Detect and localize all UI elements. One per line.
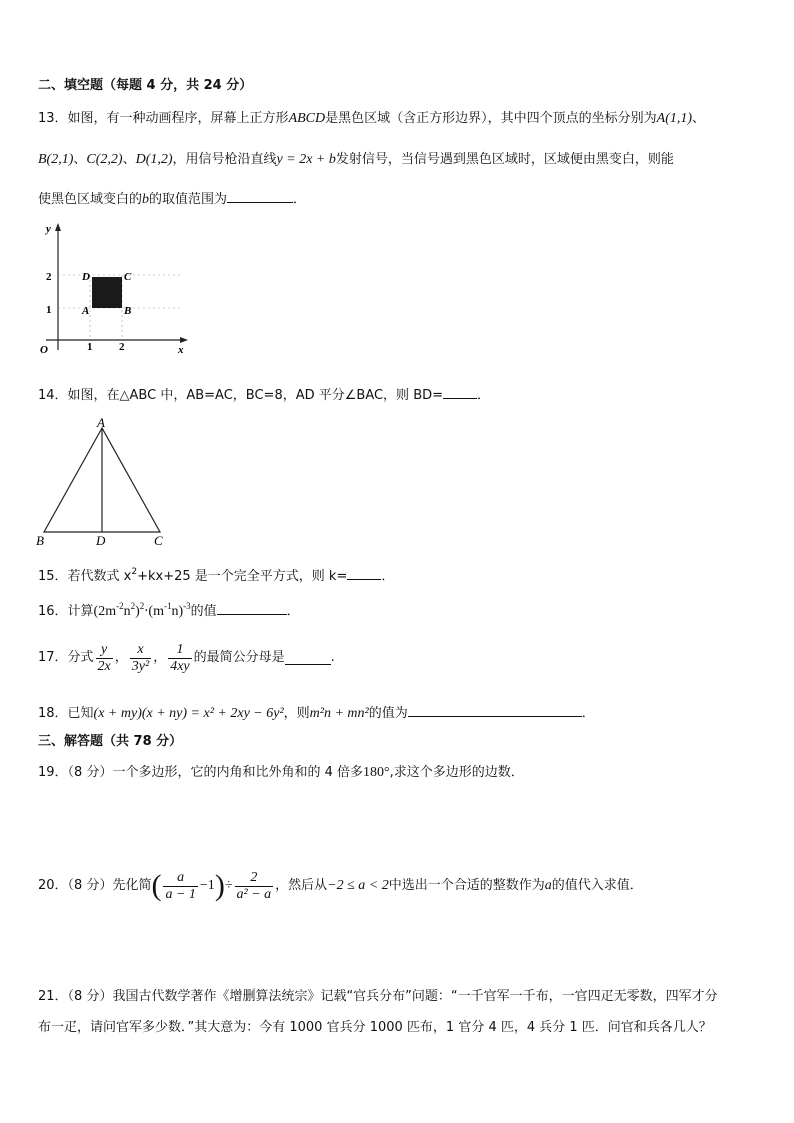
q16-exp1: -2 xyxy=(116,601,124,611)
q13-line2 xyxy=(38,152,674,168)
point-label-d: D xyxy=(96,533,106,548)
q13-point-d: D(1,2) xyxy=(135,152,173,167)
q13-text-b: 是黑色区域（含正方形边界），其中四个顶点的坐标分别为 xyxy=(325,111,657,126)
q16-expr2: n xyxy=(123,604,131,619)
q20-f1-numerator: a xyxy=(177,869,185,885)
q17-f3-denominator: 4xy xyxy=(170,658,190,674)
q20-text-b: ，然后从 xyxy=(275,878,328,893)
section-heading-fill-in: 二、填空题（每题 4 分，共 24 分） xyxy=(38,78,253,93)
vertex-label-c: C xyxy=(154,533,163,548)
q13-line1 xyxy=(38,111,705,127)
q13-text-a: 如图，有一种动画程序，屏幕上正方形 xyxy=(67,111,289,126)
y-axis-arrow xyxy=(55,223,61,231)
q18-text-b: ，则 xyxy=(283,706,310,721)
y-axis-label: y xyxy=(46,223,51,235)
x-axis-label: x xyxy=(178,344,184,356)
black-square-abcd xyxy=(92,277,122,308)
q14-triangle-figure xyxy=(30,414,180,550)
q17-f2-denominator: 3y² xyxy=(131,658,150,674)
q13-text-f: 的取值范围为 xyxy=(149,192,228,207)
origin-label: O xyxy=(40,344,48,356)
q13-end: ． xyxy=(293,192,307,207)
q15-exponent: 2 xyxy=(131,567,138,577)
q17-comma1: ， xyxy=(114,650,128,665)
xtick-2: 2 xyxy=(119,341,125,353)
q18-answer-blank xyxy=(408,704,582,717)
q16-expr1: (2m xyxy=(93,604,117,619)
q20-text-a: 20．（8 分）先化简 xyxy=(38,878,152,893)
q17-f1-numerator: y xyxy=(101,641,108,657)
q13-number: 13． xyxy=(38,111,68,126)
q13-sep3: 、 xyxy=(122,152,136,167)
q17-text-a: 17．分式 xyxy=(38,650,94,665)
q18-end: ． xyxy=(581,706,595,721)
q17-fraction-1 xyxy=(96,642,113,675)
q20-f2-denominator: a² − a xyxy=(236,886,272,902)
q16-line xyxy=(38,598,300,620)
q16-text-a: 16．计算 xyxy=(38,604,94,619)
q20-text-d: 的值代入求值． xyxy=(551,878,643,893)
q17-text-b: 的最简公分母是 xyxy=(193,650,285,665)
q20-var-a: a xyxy=(544,878,552,893)
q13-answer-blank xyxy=(227,190,293,203)
q20-fraction-1 xyxy=(163,870,197,903)
q21-line2: 布一疋，请问官军多少数．”其大意为：今有 1000 官兵分 1000 匹布，1 官分 4 匹，4 兵分 1 匹．问官和兵各几人？ xyxy=(38,1020,712,1035)
q13-text-c: ，用信号枪沿直线 xyxy=(172,152,277,167)
q18-equation: (x + my)(x + ny) = x² + 2xy − 6y² xyxy=(93,706,284,721)
q20-text-c: 中选出一个合适的整数作为 xyxy=(388,878,545,893)
q14-end: ． xyxy=(477,388,491,403)
q20-f1-denominator: a − 1 xyxy=(165,886,196,902)
q17-comma2: ， xyxy=(153,650,167,665)
q13-var-b: b xyxy=(142,192,150,207)
q14-line xyxy=(38,386,490,404)
q20-minus-one: −1 xyxy=(199,878,215,893)
point-label-c: C xyxy=(124,271,132,283)
q21-line1: 21．（8 分）我国古代数学著作《增删算法统宗》记载“官兵分布”问题：“一千官军一千布，一官四疋无零数，四军才分 xyxy=(38,989,718,1004)
q20-divide: ÷ xyxy=(224,878,233,893)
ytick-2: 2 xyxy=(46,271,52,283)
q13-sep1: 、 xyxy=(692,111,706,126)
point-label-b: B xyxy=(124,305,132,317)
q17-fraction-3 xyxy=(168,642,191,675)
q15-text-a: 15．若代数式 x xyxy=(38,569,132,584)
x-axis-arrow xyxy=(180,337,188,343)
q18-text-a: 18．已知 xyxy=(38,706,94,721)
q13-sep2: 、 xyxy=(73,152,87,167)
ytick-1: 1 xyxy=(46,304,52,316)
q17-line xyxy=(38,638,335,678)
vertex-label-a: A xyxy=(97,415,105,430)
q16-expr4: (m xyxy=(148,604,164,619)
q15-answer-blank xyxy=(347,567,381,580)
q20-line xyxy=(38,864,643,908)
q13-point-a: A(1,1) xyxy=(656,111,693,126)
q16-expr3: ) xyxy=(135,604,140,619)
point-label-d: D xyxy=(82,271,90,283)
q20-f2-numerator: 2 xyxy=(250,869,258,885)
q16-dot: · xyxy=(144,604,149,619)
q18-text-c: 的值为 xyxy=(368,706,408,721)
q19-text-a: 19．（8 分）一个多边形，它的内角和比外角和的 4 倍多 xyxy=(38,765,363,780)
xtick-1: 1 xyxy=(87,341,93,353)
q15-end: ． xyxy=(381,569,395,584)
q16-exp2: 2 xyxy=(130,601,136,611)
q13-line-equation: y = 2x + b xyxy=(276,152,336,167)
q16-text-b: 的值 xyxy=(190,604,217,619)
vertex-label-b: B xyxy=(36,533,44,548)
q13-coordinate-figure xyxy=(32,220,202,360)
q17-answer-blank xyxy=(285,652,331,665)
q16-expr5: n) xyxy=(171,604,184,619)
q15-line xyxy=(38,564,394,585)
q13-abcd: ABCD xyxy=(288,111,326,126)
q16-end: ． xyxy=(286,604,300,619)
q17-f3-numerator: 1 xyxy=(176,641,184,657)
q16-exp4: -1 xyxy=(163,601,172,611)
q20-right-paren: ) xyxy=(214,869,225,902)
point-label-a: A xyxy=(82,305,90,317)
q13-point-b: B(2,1) xyxy=(38,152,74,167)
q13-text-d: 发射信号，当信号遇到黑色区域时，区域便由黑变白，则能 xyxy=(335,152,674,167)
q16-exp3: 2 xyxy=(139,601,145,611)
section-heading-solutions: 三、解答题（共 78 分） xyxy=(38,734,183,749)
q13-line3 xyxy=(38,190,306,208)
q14-text: 14．如图，在△ABC 中，AB=AC，BC=8，AD 平分∠BAC，则 BD= xyxy=(38,388,444,403)
q20-fraction-2 xyxy=(235,870,274,903)
q13-point-c: C(2,2) xyxy=(86,152,123,167)
q19-text-b: ,求这个多边形的边数． xyxy=(389,765,524,780)
q17-f2-numerator: x xyxy=(137,641,144,657)
q15-text-b: +kx+25 是一个完全平方式，则 k= xyxy=(137,569,348,584)
q17-end: . xyxy=(330,650,335,665)
q13-text-e: 使黑色区域变白的 xyxy=(38,192,143,207)
q19-degree: 180° xyxy=(362,765,390,780)
q20-range: −2 ≤ a < 2 xyxy=(327,878,389,893)
q18-expression: m²n + mn² xyxy=(309,706,369,721)
q19-line xyxy=(38,765,524,781)
q16-answer-blank xyxy=(217,602,287,615)
q16-exp5: -3 xyxy=(183,601,191,611)
q17-f1-denominator: 2x xyxy=(97,658,111,674)
q20-left-paren: ( xyxy=(151,869,162,902)
q18-line xyxy=(38,704,595,722)
q14-answer-blank xyxy=(443,386,477,399)
q16-expr-part1 xyxy=(93,601,145,619)
q16-expr-part2 xyxy=(148,601,191,619)
q17-fraction-2 xyxy=(130,642,151,675)
